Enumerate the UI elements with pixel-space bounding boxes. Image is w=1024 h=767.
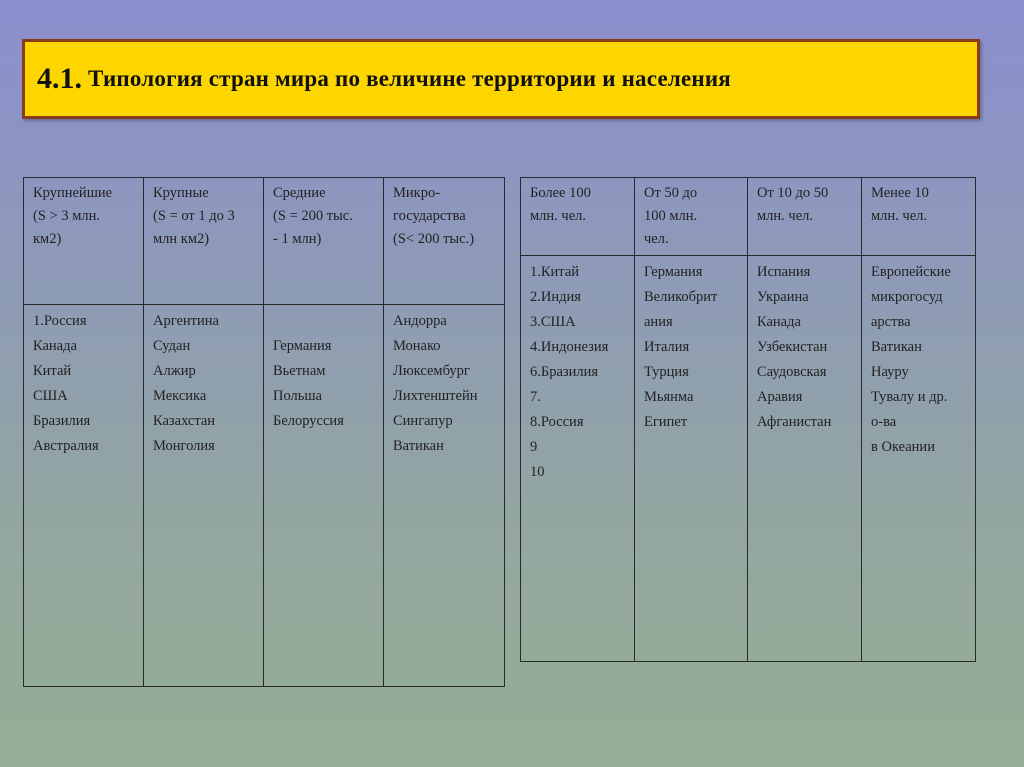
list-item: Аргентина bbox=[153, 313, 219, 329]
list-item: 4.Индонезия bbox=[530, 339, 609, 355]
list-item: Афганистан bbox=[757, 414, 832, 430]
list-item: Люксембург bbox=[393, 363, 470, 379]
territory-header-medium: Средние (S = 200 тыс. - 1 млн) bbox=[264, 178, 384, 305]
list-item: Канада bbox=[757, 314, 801, 330]
territory-header-row bbox=[24, 178, 505, 305]
territory-body-row bbox=[24, 305, 505, 687]
list-item: микрогосуд bbox=[871, 289, 943, 305]
population-col-50-100 bbox=[635, 256, 748, 662]
list-item: Мексика bbox=[153, 388, 207, 404]
territory-col-largest bbox=[24, 305, 144, 687]
list-item: арства bbox=[871, 314, 911, 330]
population-header-50-100: От 50 до 100 млн. чел. bbox=[635, 178, 748, 256]
territory-col-medium bbox=[264, 305, 384, 687]
list-item: Великобрит bbox=[644, 289, 718, 305]
list-item: Вьетнам bbox=[273, 363, 326, 379]
list-item: Аравия bbox=[757, 389, 803, 405]
list-item: 7. bbox=[530, 389, 541, 405]
list-item: Сингапур bbox=[393, 413, 453, 429]
title-text: Типология стран мира по величине территории и населения bbox=[88, 66, 731, 91]
list-item: Ватикан bbox=[393, 438, 444, 454]
population-header-over-100: Более 100 млн. чел. bbox=[521, 178, 635, 256]
list-item: Алжир bbox=[153, 363, 196, 379]
list-item: Бразилия bbox=[33, 413, 91, 429]
list-item: США bbox=[33, 388, 68, 404]
population-col-under-10 bbox=[862, 256, 976, 662]
list-item: 1.Россия bbox=[33, 313, 87, 329]
title-banner bbox=[22, 39, 980, 119]
population-col-over-100 bbox=[521, 256, 635, 662]
territory-header-micro: Микро- государства (S< 200 тыс.) bbox=[384, 178, 505, 305]
population-col-10-50 bbox=[748, 256, 862, 662]
list-item: о-ва bbox=[871, 414, 897, 430]
list-item: в Океании bbox=[871, 439, 935, 455]
territory-col-large bbox=[144, 305, 264, 687]
list-item: Германия bbox=[273, 338, 332, 354]
list-item: 2.Индия bbox=[530, 289, 581, 305]
population-header-row bbox=[521, 178, 976, 256]
list-item: Испания bbox=[757, 264, 811, 280]
list-item: Казахстан bbox=[153, 413, 216, 429]
list-item: ания bbox=[644, 314, 673, 330]
list-item: Узбекистан bbox=[757, 339, 828, 355]
territory-col-micro bbox=[384, 305, 505, 687]
list-item: Мьянма bbox=[644, 389, 694, 405]
list-item: Австралия bbox=[33, 438, 99, 454]
list-item: Канада bbox=[33, 338, 77, 354]
list-item: Монако bbox=[393, 338, 441, 354]
list-item: 8.Россия bbox=[530, 414, 584, 430]
list-item: Монголия bbox=[153, 438, 215, 454]
list-item: Украина bbox=[757, 289, 809, 305]
population-header-10-50: От 10 до 50 млн. чел. bbox=[748, 178, 862, 256]
list-item: Европейские bbox=[871, 264, 951, 280]
list-item: 3.США bbox=[530, 314, 576, 330]
population-body-row bbox=[521, 256, 976, 662]
list-item: Германия bbox=[644, 264, 703, 280]
territory-table bbox=[23, 177, 505, 687]
list-item: Судан bbox=[153, 338, 191, 354]
list-item: 10 bbox=[530, 464, 545, 480]
list-item: Андорра bbox=[393, 313, 447, 329]
list-item: Саудовская bbox=[757, 364, 827, 380]
population-header-under-10: Менее 10 млн. чел. bbox=[862, 178, 976, 256]
territory-header-largest: Крупнейшие (S > 3 млн. км2) bbox=[24, 178, 144, 305]
list-item: Ватикан bbox=[871, 339, 922, 355]
list-item: Лихтенштейн bbox=[393, 388, 478, 404]
list-item: Тувалу и др. bbox=[871, 389, 948, 405]
population-table bbox=[520, 177, 976, 662]
list-item: 1.Китай bbox=[530, 264, 580, 280]
list-item: 6.Бразилия bbox=[530, 364, 599, 380]
list-item: Польша bbox=[273, 388, 322, 404]
title-number: 4.1. bbox=[37, 62, 82, 95]
list-item: Турция bbox=[644, 364, 689, 380]
list-item: Науру bbox=[871, 364, 909, 380]
list-item: Египет bbox=[644, 414, 688, 430]
territory-header-large: Крупные (S = от 1 до 3 млн км2) bbox=[144, 178, 264, 305]
list-item: 9 bbox=[530, 439, 538, 455]
list-item: Китай bbox=[33, 363, 72, 379]
list-item: Белоруссия bbox=[273, 413, 344, 429]
list-item: Италия bbox=[644, 339, 690, 355]
